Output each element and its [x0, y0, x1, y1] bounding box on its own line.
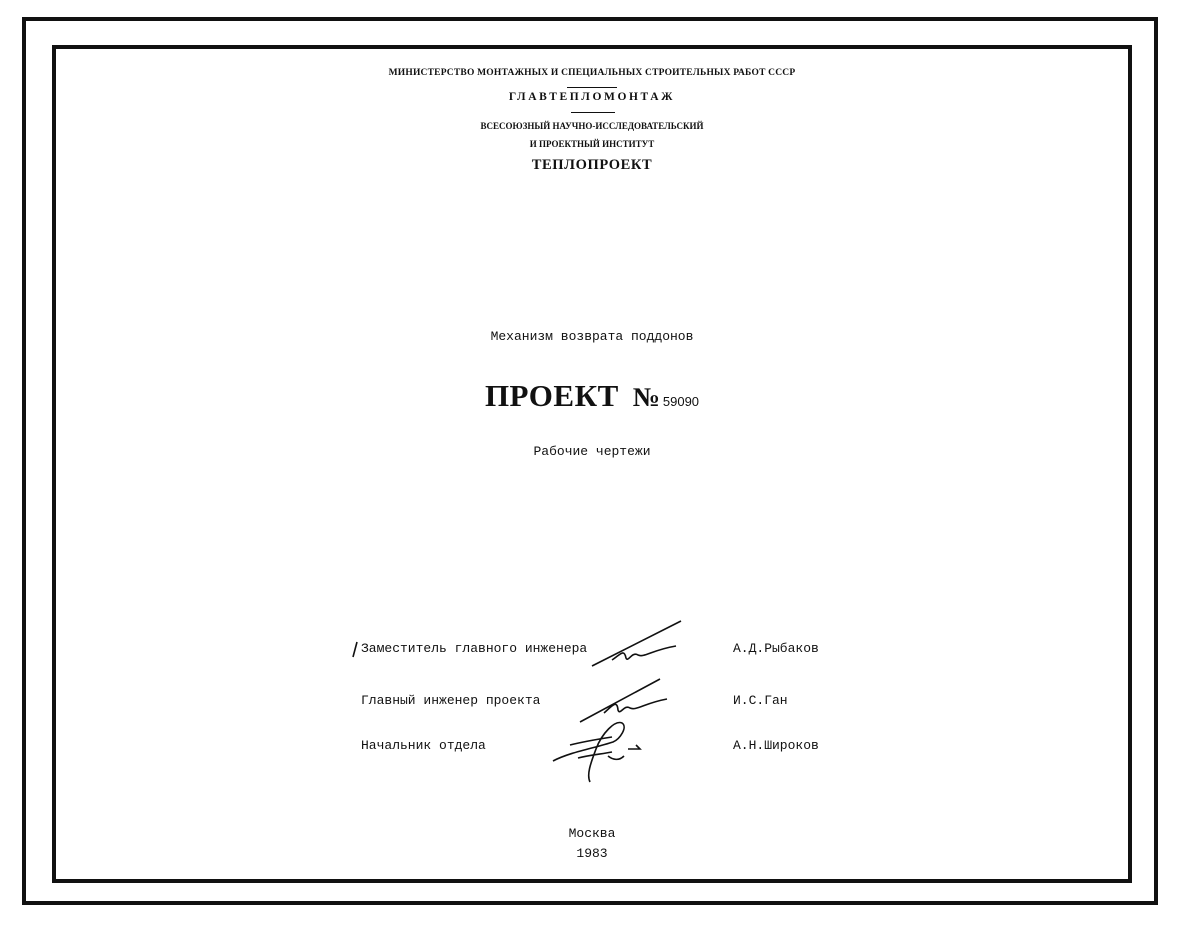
signatory-name-2: И.С.Ган — [733, 693, 788, 708]
number-sign: № — [632, 382, 660, 412]
signatory-name-1: А.Д.Рыбаков — [733, 641, 819, 656]
institute-name: ТЕПЛОПРОЕКТ — [531, 157, 653, 173]
signatory-role-2: Главный инженер проекта — [361, 693, 541, 708]
document-type: Рабочие чертежи — [533, 444, 651, 459]
department-line: ГЛАВТЕПЛОМОНТАЖ — [508, 91, 676, 103]
signatory-role-1: Заместитель главного инженера — [361, 641, 588, 656]
ministry-line: МИНИСТЕРСТВО МОНТАЖНЫХ И СПЕЦИАЛЬНЫХ СТРОИТЕЛЬНЫХ РАБОТ СССР — [388, 68, 796, 78]
signature-1 — [353, 621, 681, 666]
project-subject: Механизм возврата поддонов — [490, 329, 694, 344]
institute-line-2: И ПРОЕКТНЫЙ ИНСТИТУТ — [529, 139, 655, 149]
signature-3 — [553, 723, 640, 782]
institute-line-1: ВСЕСОЮЗНЫЙ НАУЧНО-ИССЛЕДОВАТЕЛЬСКИЙ — [480, 121, 704, 131]
city: Москва — [568, 826, 616, 841]
project-title: ПРОЕКТ — [484, 378, 619, 413]
signatory-role-3: Начальник отдела — [361, 738, 486, 753]
signatory-name-3: А.Н.Широков — [733, 738, 819, 753]
signature-2 — [580, 679, 667, 722]
project-number: 59090 — [662, 394, 700, 409]
year: 1983 — [576, 846, 608, 861]
